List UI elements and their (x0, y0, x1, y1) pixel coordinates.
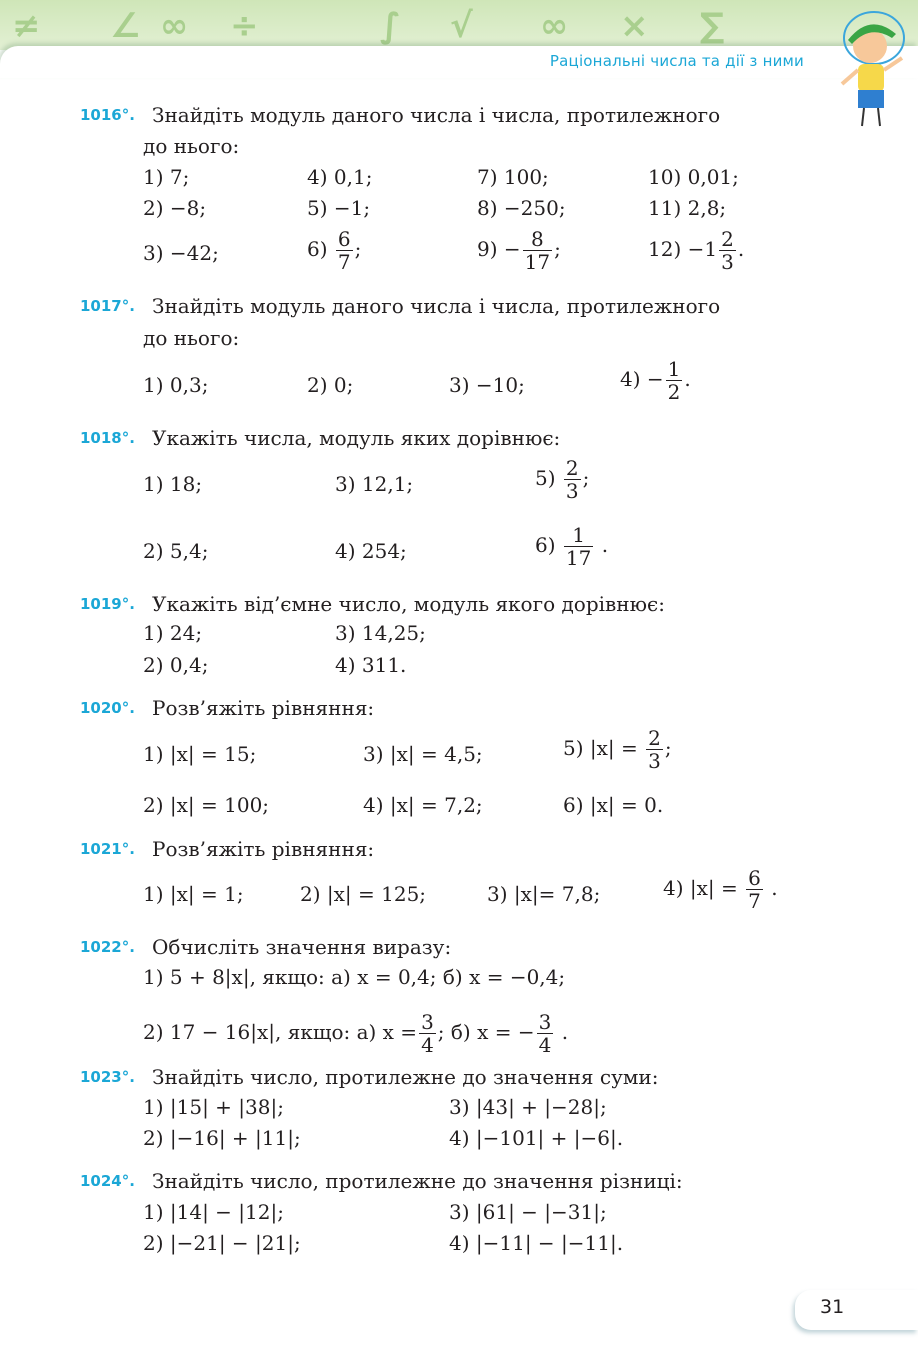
punctuation: . (771, 876, 778, 900)
task-item-fraction (563, 727, 672, 772)
numerator: 6 (337, 227, 351, 251)
task-item: 1) 0,3; (143, 373, 209, 397)
task-item: 8) −250; (477, 196, 566, 220)
task-item: 3) −42; (143, 241, 219, 265)
punctuation: ; (664, 736, 672, 760)
punctuation: ; (354, 237, 362, 261)
task-statement: Знайдіть число, протилежне до значення різниці: (152, 1169, 683, 1193)
task-number: 1023°. (80, 1068, 135, 1086)
fraction (564, 524, 593, 569)
task-item: 3) 14,25; (335, 621, 426, 645)
item-label: 5) |x| = (563, 736, 638, 760)
task-statement: Знайдіть число, протилежне до значення суми: (152, 1065, 659, 1089)
numerator: 8 (531, 227, 544, 251)
fraction (419, 1011, 436, 1056)
task-number: 1021°. (80, 840, 135, 858)
task-number: 1020°. (80, 699, 135, 717)
fraction (646, 727, 663, 772)
task-statement-continued: до нього: (143, 326, 240, 350)
task-item-fraction (648, 228, 744, 273)
numerator: 1 (572, 523, 585, 547)
task-item: 4) 254; (335, 539, 407, 563)
punctuation: . (684, 367, 691, 391)
task-item: 2) |x| = 100; (143, 793, 270, 817)
denominator: 3 (648, 749, 661, 773)
task-statement-continued: до нього: (143, 134, 240, 158)
numerator: 3 (421, 1010, 434, 1034)
task-number: 1019°. (80, 595, 135, 613)
item-label: 6) (307, 237, 328, 261)
task-item: 2) 0,4; (143, 653, 209, 677)
task-item: 3) |x| = 4,5; (363, 742, 483, 766)
fraction (564, 457, 581, 502)
task-statement: Знайдіть модуль даного числа і числа, протилежного (152, 294, 721, 318)
task-statement: Укажіть від’ємне число, модуль якого дорівнює: (152, 592, 665, 616)
task-item: 3) |61| − |−31|; (449, 1200, 607, 1224)
denominator: 17 (565, 546, 592, 570)
task-item: 1) |x| = 1; (143, 882, 244, 906)
numerator: 1 (667, 357, 681, 381)
denominator: 7 (337, 250, 351, 274)
denominator: 4 (538, 1033, 552, 1057)
task-statement: Знайдіть модуль даного числа і числа, протилежного (152, 103, 721, 127)
item-label: 9) − (477, 237, 521, 261)
task-number: 1017°. (80, 297, 135, 315)
punctuation: ; (582, 466, 590, 490)
cartoon-boy-illustration (830, 4, 918, 129)
decorative-glyph: ÷ (230, 6, 259, 46)
task-item: 1) 5 + 8|x|, якщо: а) x = 0,4; б) x = −0,4; (143, 965, 566, 989)
numerator: 2 (565, 456, 579, 480)
task-item: 2) 0; (307, 373, 354, 397)
task-item: 5) −1; (307, 196, 371, 220)
punctuation: . (561, 1020, 569, 1044)
task-statement: Розв’яжіть рівняння: (152, 696, 375, 720)
decorative-glyph: ∞ (160, 6, 189, 46)
task-item-fraction (535, 524, 608, 569)
task-item: 6) |x| = 0. (563, 793, 664, 817)
task-item: 3) |x|= 7,8; (487, 882, 601, 906)
task-item: 2) −8; (143, 196, 207, 220)
task-item: 7) 100; (477, 165, 549, 189)
task-item-fraction (477, 228, 561, 273)
decorative-glyph: ∠ (110, 6, 141, 46)
task-item-fraction (535, 457, 589, 502)
decorative-glyph: ≠ (12, 6, 41, 46)
task-item-fraction (307, 228, 361, 273)
denominator: 17 (524, 250, 551, 274)
denominator: 4 (421, 1033, 434, 1057)
fraction (746, 867, 763, 912)
denominator: 7 (748, 889, 761, 913)
decorative-glyph: √ (450, 6, 473, 46)
task-item-fraction (663, 867, 778, 912)
task-item: 10) 0,01; (648, 165, 739, 189)
decorative-glyph: ∞ (540, 6, 569, 46)
task-item: 1) |14| − |12|; (143, 1200, 284, 1224)
punctuation: ; (554, 237, 561, 261)
item-label: 4) − (620, 367, 664, 391)
task-item: 3) −10; (449, 373, 525, 397)
item-label: 5) (535, 466, 556, 490)
task-item: 4) 311. (335, 653, 407, 677)
punctuation: . (737, 237, 745, 261)
item-label: 4) |x| = (663, 876, 738, 900)
task-item: 1) 7; (143, 165, 190, 189)
page-number: 31 (820, 1296, 845, 1318)
fraction (719, 228, 736, 273)
task-number: 1022°. (80, 938, 135, 956)
item-text: ; б) x = − (437, 1020, 535, 1044)
task-item: 2) |−16| + |11|; (143, 1126, 301, 1150)
punctuation: . (601, 533, 609, 557)
task-statement: Розв’яжіть рівняння: (152, 837, 375, 861)
task-item: 4) |−101| + |−6|. (449, 1126, 624, 1150)
denominator: 2 (667, 380, 681, 404)
task-item: 1) 24; (143, 621, 203, 645)
task-item: 3) 12,1; (335, 472, 414, 496)
numerator: 2 (721, 227, 734, 251)
decorative-glyph: ∫ (380, 6, 401, 46)
task-item-fraction (143, 1011, 568, 1056)
fraction (537, 1011, 554, 1056)
task-item: 3) |43| + |−28|; (449, 1095, 607, 1119)
denominator: 3 (565, 479, 579, 503)
item-label: 12) −1 (648, 237, 718, 261)
task-item: 4) |x| = 7,2; (363, 793, 483, 817)
task-statement: Обчисліть значення виразу: (152, 935, 452, 959)
numerator: 6 (748, 866, 761, 890)
decorative-glyph: × (620, 6, 649, 46)
task-number: 1016°. (80, 106, 135, 124)
header-banner (0, 0, 918, 50)
task-item: 4) 0,1; (307, 165, 373, 189)
chapter-title: Раціональні числа та дії з ними (549, 52, 804, 70)
fraction (666, 358, 683, 403)
task-number: 1024°. (80, 1172, 135, 1190)
denominator: 3 (721, 250, 734, 274)
numerator: 2 (648, 726, 661, 750)
decorative-glyph: ∑ (700, 6, 725, 46)
task-item: 2) |x| = 125; (300, 882, 427, 906)
task-item: 4) |−11| − |−11|. (449, 1231, 624, 1255)
task-number: 1018°. (80, 429, 135, 447)
task-item: 1) 18; (143, 472, 203, 496)
item-label: 6) (535, 533, 556, 557)
item-label: 2) 17 − 16|x|, якщо: а) x = (143, 1020, 418, 1044)
task-item: 2) 5,4; (143, 539, 209, 563)
task-item: 1) |x| = 15; (143, 742, 257, 766)
task-item-fraction (620, 358, 691, 403)
fraction (336, 228, 353, 273)
numerator: 3 (538, 1010, 552, 1034)
task-item: 11) 2,8; (648, 196, 727, 220)
fraction (523, 228, 552, 273)
page-number-tab (795, 1290, 918, 1330)
task-statement: Укажіть числа, модуль яких дорівнює: (152, 426, 561, 450)
task-item: 2) |−21| − |21|; (143, 1231, 301, 1255)
task-item: 1) |15| + |38|; (143, 1095, 284, 1119)
